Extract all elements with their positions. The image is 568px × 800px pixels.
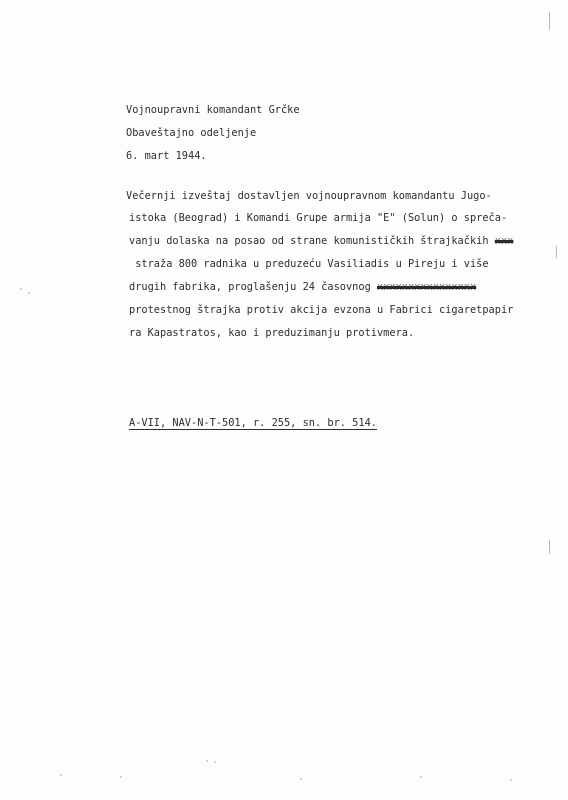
body-line bbox=[129, 281, 476, 293]
scan-speck bbox=[510, 779, 512, 781]
scan-mark bbox=[549, 540, 550, 554]
scan-mark bbox=[556, 246, 557, 258]
scan-speck bbox=[60, 774, 62, 776]
archive-reference: A-VII, NAV-N-T-501, r. 255, sn. br. 514. bbox=[129, 417, 377, 429]
sender-line: Vojnoupravni komandant Grčke bbox=[126, 104, 300, 116]
body-text: drugih fabrika, proglašenju 24 časovnog bbox=[129, 281, 377, 293]
scan-speck bbox=[20, 288, 22, 290]
department-line: Obaveštajno odeljenje bbox=[126, 127, 257, 139]
date-line: 6. mart 1944. bbox=[126, 150, 207, 162]
scan-mark bbox=[549, 12, 550, 30]
struck-text: xxxxxxxxxxxxxxxx bbox=[376, 281, 477, 293]
body-line: straža 800 radnika u preduzeću Vasiliadis u Pireju i više bbox=[129, 258, 489, 270]
body-line: ra Kapastratos, kao i preduzimanju protivmera. bbox=[129, 327, 415, 339]
body-line bbox=[129, 235, 513, 247]
body-line: protestnog štrajka protiv akcija evzona u Fabrici cigaretpapir bbox=[129, 304, 514, 316]
scan-speck bbox=[206, 760, 208, 762]
body-text: vanju dolaska na posao od strane komunističkih štrajkačkih bbox=[129, 235, 495, 247]
scan-speck bbox=[214, 761, 216, 763]
scan-speck bbox=[300, 778, 302, 780]
scan-speck bbox=[420, 776, 422, 778]
scan-speck bbox=[120, 776, 122, 778]
body-line: istoka (Beograd) i Komandi Grupe armija "E" (Solun) o spreča- bbox=[129, 212, 508, 224]
struck-text: xxx bbox=[494, 235, 514, 247]
scan-speck bbox=[28, 292, 30, 294]
body-line: Večernji izveštaj dostavljen vojnoupravnom komandantu Jugo- bbox=[126, 190, 492, 202]
